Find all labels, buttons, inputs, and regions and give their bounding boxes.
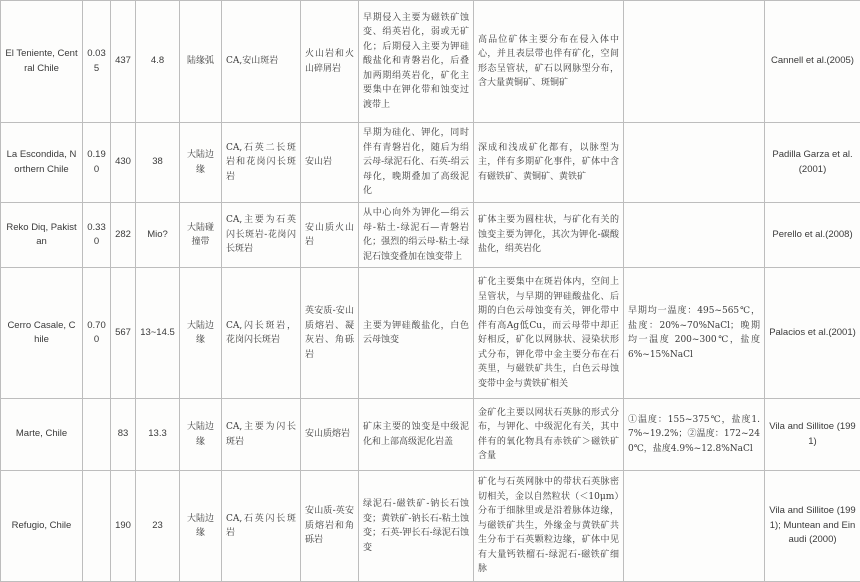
tonnage-cell: 567: [111, 268, 136, 399]
tonnage-cell: 83: [111, 399, 136, 471]
mineralization-cell: 高品位矿体主要分布在侵入体中心，并且表层带也伴有矿化，空间形态呈管状，矿石以网脉型分布，含大量黄铜矿、斑铜矿: [474, 1, 624, 123]
tectonic-setting-cell: 大陆碰撞带: [180, 203, 222, 268]
alteration-cell: 从中心向外为钾化—绢云母-粘土-绿泥石—青磐岩化；强烈的绢云母-粘土-绿泥石蚀变叠加在蚀变带上: [359, 203, 474, 268]
table-row: [1, 1, 860, 123]
reference-cell: Padilla Garza et al.(2001): [765, 123, 860, 203]
alteration-cell: 矿床主要的蚀变是中级泥化和上部高级泥化岩盖: [359, 399, 474, 471]
host-rock-cell: 火山岩和火山碎屑岩: [301, 1, 359, 123]
grade-cell: [83, 471, 111, 582]
tectonic-setting-cell: 陆缘弧: [180, 1, 222, 123]
tectonic-setting-cell: 大陆边缘: [180, 471, 222, 582]
intrusion-cell: CA,主要为石英闪长斑岩-花岗闪长斑岩: [222, 203, 301, 268]
age-cell: Mio?: [136, 203, 180, 268]
fluid-inclusion-cell: [624, 123, 765, 203]
reference-cell: Cannell et al.(2005): [765, 1, 860, 123]
tectonic-setting-cell: 大陆边缘: [180, 268, 222, 399]
reference-cell: Perello et al.(2008): [765, 203, 860, 268]
intrusion-cell: CA,安山斑岩: [222, 1, 301, 123]
mineralization-cell: 金矿化主要以网状石英脉的形式分布，与钾化、中级泥化有关，其中伴有的氧化物具有赤铁矿＞磁铁矿含量: [474, 399, 624, 471]
grade-cell: 0.035: [83, 1, 111, 123]
reference-cell: Vila and Sillitoe (1991); Muntean and Einaudi (2000): [765, 471, 860, 582]
table-row: [1, 203, 860, 268]
mineralization-cell: 矿化主要集中在斑岩体内，空间上呈管状，与早期的钾硅酸盐化、后期的白色云母蚀变有关，钾化带中伴有高Ag低Cu，而云母带中却正好相反，矿化以网脉状、浸染状形式分布，钾化带中金主要分布在石英里，与磁铁矿共生，白色云母蚀变带中金与黄铁矿相关: [474, 268, 624, 399]
host-rock-cell: 安山岩: [301, 123, 359, 203]
intrusion-cell: CA,闪长斑岩，花岗闪长斑岩: [222, 268, 301, 399]
age-cell: 13~14.5: [136, 268, 180, 399]
intrusion-cell: CA,石英二长斑岩和花岗闪长斑岩: [222, 123, 301, 203]
age-cell: 13.3: [136, 399, 180, 471]
tonnage-cell: 190: [111, 471, 136, 582]
age-cell: 38: [136, 123, 180, 203]
tonnage-cell: 437: [111, 1, 136, 123]
fluid-inclusion-cell: [624, 471, 765, 582]
grade-cell: [83, 399, 111, 471]
table-row: [1, 268, 860, 399]
table-row: [1, 471, 860, 582]
tectonic-setting-cell: 大陆边缘: [180, 123, 222, 203]
host-rock-cell: 安山质熔岩: [301, 399, 359, 471]
grade-cell: 0.190: [83, 123, 111, 203]
deposit-name-cell: El Teniente, Central Chile: [1, 1, 83, 123]
alteration-cell: 绿泥石-磁铁矿-钠长石蚀变；黄铁矿-钠长石-粘土蚀变；石英-钾长石-绿泥石蚀变: [359, 471, 474, 582]
host-rock-cell: 安山质-英安质熔岩和角砾岩: [301, 471, 359, 582]
tectonic-setting-cell: 大陆边缘: [180, 399, 222, 471]
reference-cell: Vila and Sillitoe (1991): [765, 399, 860, 471]
deposit-name-cell: Marte, Chile: [1, 399, 83, 471]
intrusion-cell: CA,石英闪长斑岩: [222, 471, 301, 582]
fluid-inclusion-cell: [624, 203, 765, 268]
grade-cell: 0.700: [83, 268, 111, 399]
deposit-name-cell: Cerro Casale, Chile: [1, 268, 83, 399]
alteration-cell: 早期为硅化、钾化，同时伴有青磐岩化，随后为绢云母-绿泥石化、石英-绢云母化，晚期叠加了高级泥化: [359, 123, 474, 203]
table-row: [1, 399, 860, 471]
fluid-inclusion-cell: [624, 1, 765, 123]
deposit-name-cell: La Escondida, Northern Chile: [1, 123, 83, 203]
reference-cell: Palacios et al.(2001): [765, 268, 860, 399]
mineralization-cell: 矿化与石英网脉中的带状石英脉密切相关，金以自然粒状（＜10μm）分布于细脉里或是沿着脉体边缘，与磁铁矿共生，外缘金与黄铁矿共生分布于石英颗粒边缘，矿体中见有大量钙铁榴石-绿泥石-磁铁矿细脉: [474, 471, 624, 582]
host-rock-cell: 安山质火山岩: [301, 203, 359, 268]
alteration-cell: 主要为钾硅酸盐化，白色云母蚀变: [359, 268, 474, 399]
fluid-inclusion-cell: 早期均一温度：495~565℃，盐度：20%~70%NaCl；晚期均一温度 200~300℃，盐度6%~15%NaCl: [624, 268, 765, 399]
mineralization-cell: 深成和浅成矿化都有，以脉型为主，伴有多期矿化事件，矿体中含有磁铁矿、黄铜矿、黄铁矿: [474, 123, 624, 203]
age-cell: 23: [136, 471, 180, 582]
alteration-cell: 早期侵入主要为磁铁矿蚀变、绢英岩化，弱或无矿化；后期侵入主要为钾硅酸盐化和青磐岩化，后叠加两期绢英岩化，矿化主要集中在钾化带和蚀变过渡带上: [359, 1, 474, 123]
fluid-inclusion-cell: ①温度：155~375℃，盐度1.7%~19.2%；②温度：172~240℃，盐度4.9%~12.8%NaCl: [624, 399, 765, 471]
mineralization-cell: 矿体主要为圆柱状，与矿化有关的蚀变主要为钾化，其次为钾化-碳酸盐化，绢英岩化: [474, 203, 624, 268]
intrusion-cell: CA,主要为闪长斑岩: [222, 399, 301, 471]
age-cell: 4.8: [136, 1, 180, 123]
deposit-name-cell: Refugio, Chile: [1, 471, 83, 582]
grade-cell: 0.330: [83, 203, 111, 268]
tonnage-cell: 430: [111, 123, 136, 203]
tonnage-cell: 282: [111, 203, 136, 268]
table-row: [1, 123, 860, 203]
deposit-name-cell: Reko Diq, Pakistan: [1, 203, 83, 268]
host-rock-cell: 英安质-安山质熔岩、凝灰岩、角砾岩: [301, 268, 359, 399]
